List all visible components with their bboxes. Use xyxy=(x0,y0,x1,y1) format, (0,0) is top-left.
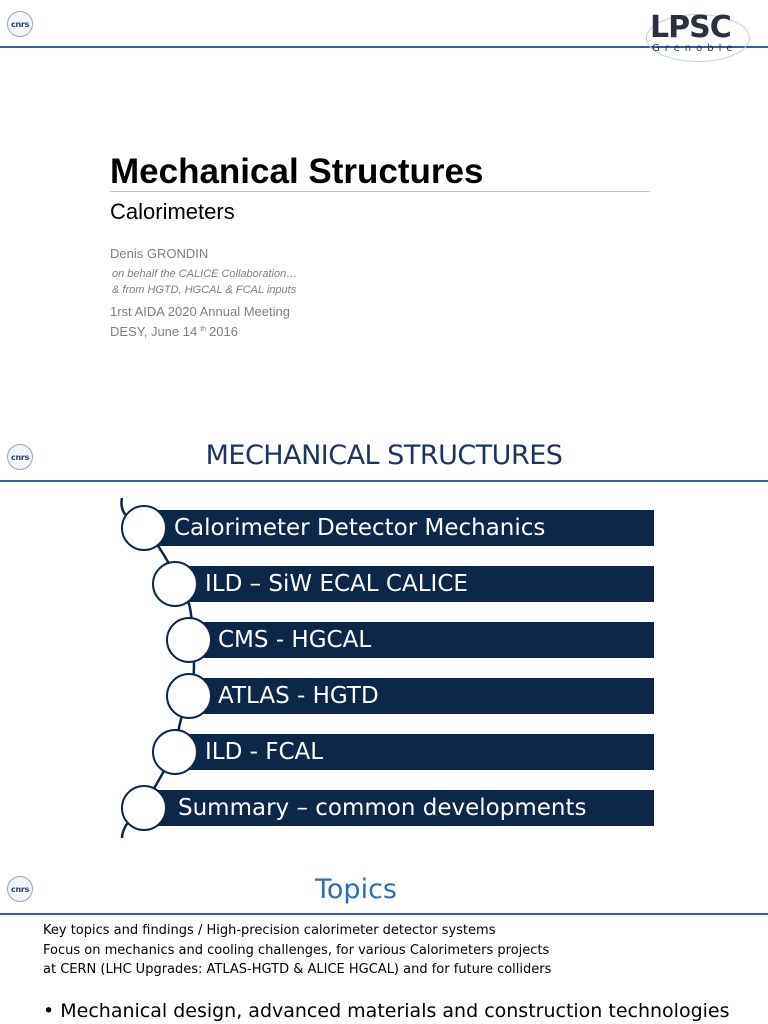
title-underline xyxy=(110,191,650,192)
topics-header-rule xyxy=(0,913,768,915)
cnrs-logo xyxy=(7,11,33,37)
topics-line-2: Focus on mechanics and cooling challenges, for various Calorimeters projects xyxy=(43,943,550,958)
outline-bullet-circle-1 xyxy=(121,505,167,551)
outline-bullet-circle-3 xyxy=(166,617,212,663)
cnrs-logo-text: cnrs xyxy=(11,19,29,29)
date-prefix: DESY, June 14 xyxy=(110,324,198,339)
outline-bullet-circle-6 xyxy=(121,785,167,831)
slide-subtitle: Calorimeters xyxy=(110,199,235,224)
meeting-name: 1rst AIDA 2020 Annual Meeting xyxy=(110,304,290,319)
outline-item-4-label: ATLAS - HGTD xyxy=(218,683,379,709)
outline-item-5[interactable] xyxy=(175,734,654,770)
topics-line-1: Key topics and findings / High-precision calorimeter detector systems xyxy=(43,923,496,938)
author-name: Denis GRONDIN xyxy=(110,246,209,261)
outline-item-6[interactable] xyxy=(142,790,654,826)
behalf-line-2: & from HGTD, HGCAL & FCAL inputs xyxy=(112,284,297,296)
lpsc-logo xyxy=(646,10,756,62)
topics-line-3: at CERN (LHC Upgrades: ATLAS-HGTD & ALICE HGCAL) and for future colliders xyxy=(43,962,552,977)
outline-item-4[interactable] xyxy=(189,678,654,714)
date-superscript: th xyxy=(200,325,207,333)
date-year: 2016 xyxy=(209,324,238,339)
outline-item-1[interactable] xyxy=(142,510,654,546)
outline-title: MECHANICAL STRUCTURES xyxy=(205,440,563,471)
behalf-line-1: on behalf the CALICE Collaboration… xyxy=(112,268,298,280)
outline-item-5-label: ILD - FCAL xyxy=(205,739,324,765)
lpsc-logo-subtext: Grenoble xyxy=(652,43,738,54)
outline-item-2-label: ILD – SiW ECAL CALICE xyxy=(205,571,468,597)
outline-bullet-circle-4 xyxy=(166,673,212,719)
outline-item-2[interactable] xyxy=(175,566,654,602)
outline-slide xyxy=(0,432,768,852)
meeting-date xyxy=(110,324,238,339)
slide-title: Mechanical Structures xyxy=(110,152,484,191)
lpsc-logo-text: LPSC xyxy=(650,10,731,45)
cnrs-logo-text: cnrs xyxy=(11,884,29,894)
cnrs-logo-text: cnrs xyxy=(11,452,29,462)
outline-item-6-label: Summary – common developments xyxy=(178,795,587,821)
outline-item-3-label: CMS - HGCAL xyxy=(218,627,372,653)
topics-bullet: • Mechanical design, advanced materials and construction technologies xyxy=(43,1000,730,1022)
outline-item-1-label: Calorimeter Detector Mechanics xyxy=(174,515,546,541)
title-slide xyxy=(0,0,768,400)
outline-bullet-circle-5 xyxy=(152,729,198,775)
outline-item-3[interactable] xyxy=(189,622,654,658)
outline-bullet-circle-2 xyxy=(152,561,198,607)
topics-slide xyxy=(0,862,768,1024)
topics-title: Topics xyxy=(315,874,397,905)
